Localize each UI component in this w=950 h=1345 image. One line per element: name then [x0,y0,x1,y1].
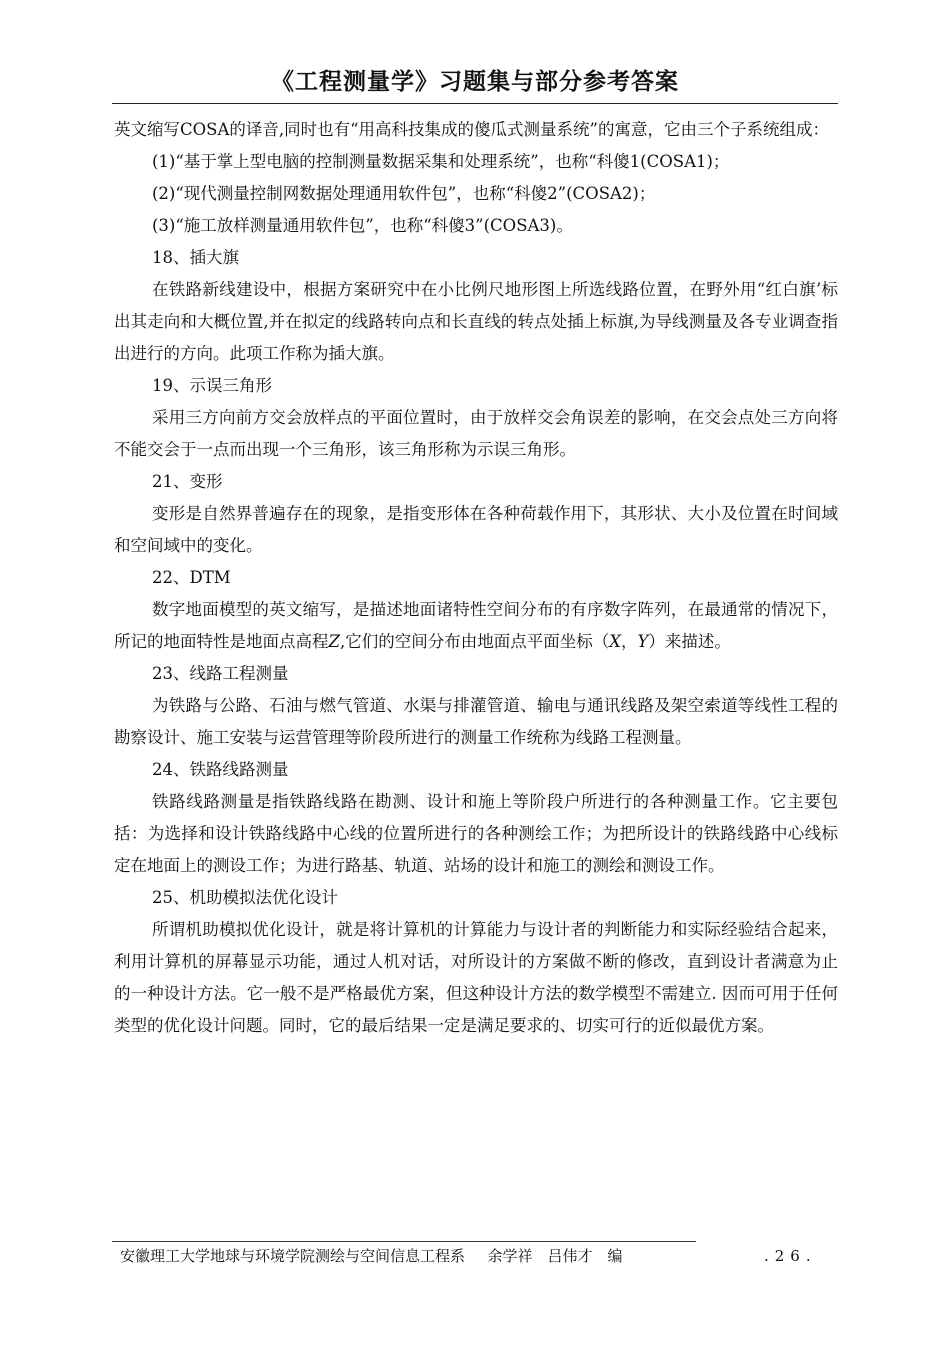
definition-22-part-c: ）来描述。 [648,632,731,651]
page-number: .26. [764,1247,817,1265]
term-heading-24: 24、铁路线路测量 [152,760,289,779]
coordinate-separator: ， [620,632,638,651]
term-definition-23: 为铁路与公路、石油与燃气管道、水渠与排灌管道、输电与通讯线路及架空索道等线性工程的勘察设计、施工安装与运营管理等阶段所进行的测量工作统称为线路工程测量。 [114,696,838,747]
definition-22-part-b: ,它们的空间分布由地面点平面坐标（ [339,632,610,651]
cosa-item-1: (1)“基于掌上型电脑的控制测量数据采集和处理系统”，也称“科傻1(COSA1)； [152,152,730,171]
term-heading-21: 21、变形 [152,472,223,491]
footer-authors: 余学祥 吕伟才 编 [487,1247,623,1265]
term-heading-19: 19、示误三角形 [152,376,272,395]
footer-divider [112,1241,696,1242]
variable-y: Y [637,632,649,651]
term-definition-22 [114,594,838,658]
term-definition-19: 采用三方向前方交会放样点的平面位置时，由于放样交会角误差的影响，在交会点处三方向将不能交会于一点而出现一个三角形，该三角形称为示误三角形。 [114,408,838,459]
term-heading-25: 25、机助模拟法优化设计 [152,888,338,907]
term-definition-18: 在铁路新线建设中，根据方案研究中在小比例尺地形图上所选线路位置，在野外用“红白旗’标出其走向和大概位置,并在拟定的线路转向点和长直线的转点处插上标旗,为导线测量及各专业调查指出进行的方向。此项工作称为插大旗。 [114,280,838,363]
footer-affiliation: 安徽理工大学地球与环境学院测绘与空间信息工程系 [120,1247,466,1265]
variable-x: X [609,632,621,651]
cosa-item-3: (3)“施工放样测量通用软件包”，也称“科傻3”(COSA3)。 [152,216,573,235]
term-heading-22: 22、DTM [152,568,231,587]
cosa-item-2: (2)“现代测量控制网数据处理通用软件包”，也称“科傻2”(COSA2)； [152,184,656,203]
header-divider [112,103,838,104]
page-footer [120,1244,623,1268]
definition-22-part-a: 数字地面模型的英文缩写，是描述地面诸特性空间分布的有序数字阵列，在最通常的情况下，所记的地面特性是地面点高程 [114,600,838,651]
term-definition-25: 所谓机助模拟优化设计，就是将计算机的计算能力与设计者的判断能力和实际经验结合起来，利用计算机的屏幕显示功能，通过人机对话，对所设计的方案做不断的修改，直到设计者满意为止的一种设计方法。它一般不是严格最优方案，但这种设计方法的数学模型不需建立. 因而可用于任何类型的优化设计问题。同时，它的最后结果一定是满足要求的、切实可行的近似最优方案。 [114,920,838,1035]
page-body [114,114,838,1042]
term-heading-18: 18、插大旗 [152,248,239,267]
cosa-intro-paragraph: 英文缩写COSA的译音,同时也有“用高科技集成的傻瓜式测量系统”的寓意，它由三个子系统组成： [114,120,829,139]
term-heading-23: 23、线路工程测量 [152,664,289,683]
term-definition-24: 铁路线路测量是指铁路线路在勘测、设计和施上等阶段户所进行的各种测量工作。它主要包括：为选择和设计铁路线路中心线的位置所进行的各种测绘工作；为把所设计的铁路线路中心线标定在地面上的测设工作；为进行路基、轨道、站场的设计和施工的测绘和测设工作。 [114,792,838,875]
term-definition-21: 变形是自然界普遍存在的现象，是指变形体在各种荷载作用下，其形状、大小及位置在时间域和空间域中的变化。 [114,504,838,555]
variable-z: Z [328,632,340,651]
page-header-title: 《工程测量学》习题集与部分参考答案 [271,69,679,95]
